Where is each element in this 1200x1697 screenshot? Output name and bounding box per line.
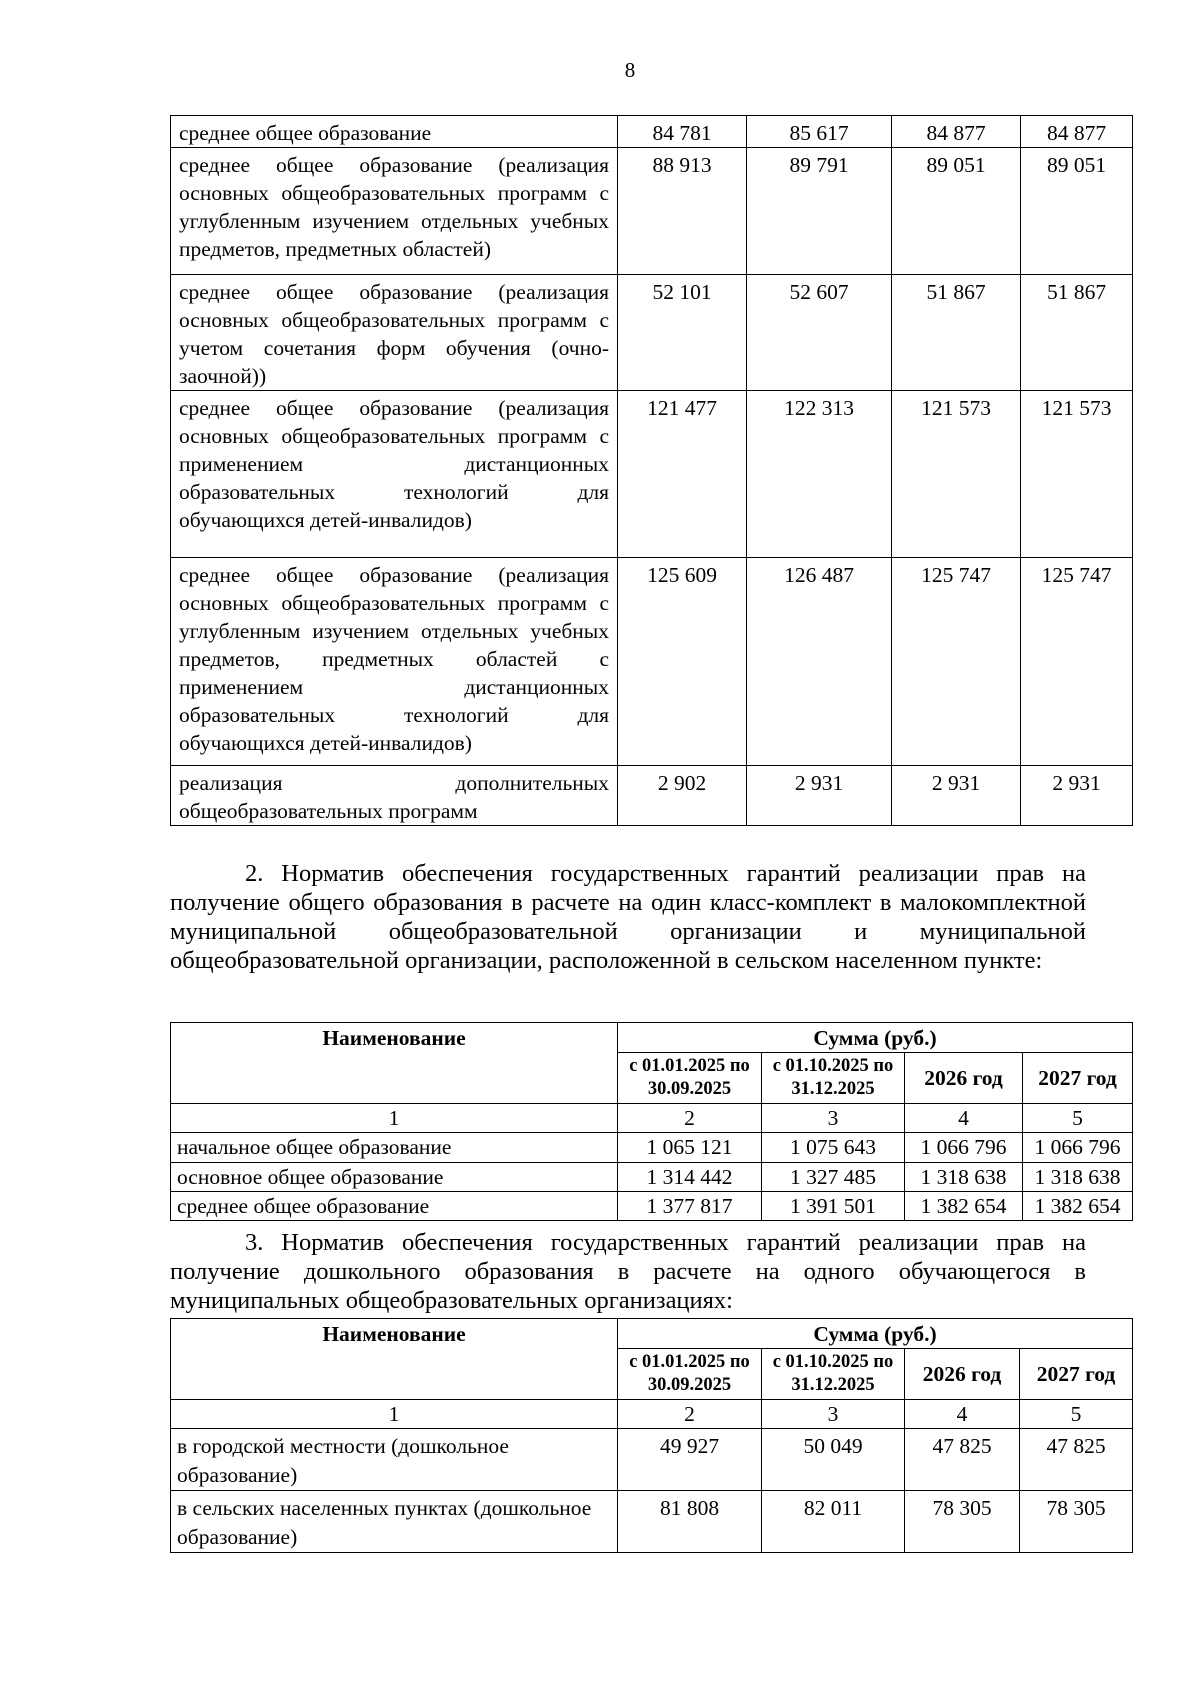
row-value: 1 318 638 <box>1023 1163 1133 1192</box>
header-period-2: с 01.10.2025 по 31.12.2025 <box>762 1349 905 1400</box>
row-value: 1 382 654 <box>905 1192 1023 1221</box>
row-name: среднее общее образование (реализация основных общеобразовательных программ с углубленным изучением отдельных учебных предметов, предметных областей) <box>171 148 618 275</box>
row-value: 1 075 643 <box>762 1133 905 1163</box>
table-row <box>171 148 1133 275</box>
row-value: 78 305 <box>1020 1491 1133 1553</box>
column-index: 2 <box>618 1400 762 1429</box>
row-value: 1 066 796 <box>1023 1133 1133 1163</box>
table-row <box>171 391 1133 558</box>
row-value: 1 065 121 <box>618 1133 762 1163</box>
column-index-row <box>171 1400 1133 1429</box>
row-value: 47 825 <box>905 1429 1020 1491</box>
row-name: основное общее образование <box>171 1163 618 1192</box>
row-value: 88 913 <box>618 148 747 275</box>
row-value: 52 607 <box>747 275 892 391</box>
row-name: среднее общее образование (реализация основных общеобразовательных программ с применением дистанционных образовательных технологий для обучающихся детей-инвалидов) <box>171 391 618 558</box>
row-value: 78 305 <box>905 1491 1020 1553</box>
row-name: в сельских населенных пунктах (дошкольное образование) <box>171 1491 618 1553</box>
table-row <box>171 766 1133 826</box>
section-2-text: 2. Норматив обеспечения государственных гарантий реализации прав на получение общего образования в расчете на один класс-комплект в малокомплектной муниципальной общеобразовательной организации и муниципальной общеобразовательной организации, расположенной в сельском населенном пункте: <box>170 860 1086 974</box>
header-year-1: 2026 год <box>905 1053 1023 1104</box>
header-period-1: с 01.01.2025 по 30.09.2025 <box>618 1053 762 1104</box>
row-value: 89 791 <box>747 148 892 275</box>
table-row <box>171 1491 1133 1553</box>
row-value: 2 931 <box>1021 766 1133 826</box>
class-set-norm-table <box>170 1022 1133 1221</box>
row-value: 52 101 <box>618 275 747 391</box>
column-index: 4 <box>905 1104 1023 1133</box>
section-3-paragraph <box>170 1228 1086 1315</box>
row-value: 121 573 <box>1021 391 1133 558</box>
row-name: начальное общее образование <box>171 1133 618 1163</box>
section-3-text: 3. Норматив обеспечения государственных гарантий реализации прав на получение дошкольного образования в расчете на одного обучающегося в муниципальных общеобразовательных организациях: <box>170 1229 1086 1314</box>
row-name: среднее общее образование <box>171 1192 618 1221</box>
table-row <box>171 1133 1133 1163</box>
row-value: 82 011 <box>762 1491 905 1553</box>
header-sum: Сумма (руб.) <box>618 1023 1133 1053</box>
header-year-1: 2026 год <box>905 1349 1020 1400</box>
row-value: 1 314 442 <box>618 1163 762 1192</box>
table-row <box>171 116 1133 148</box>
row-name: среднее общее образование (реализация основных общеобразовательных программ с углубленным изучением отдельных учебных предметов, предметных областей с применением дистанционных образовательных технологий для обучающихся детей-инвалидов) <box>171 558 618 766</box>
row-value: 1 318 638 <box>905 1163 1023 1192</box>
row-value: 51 867 <box>1021 275 1133 391</box>
row-value: 1 066 796 <box>905 1133 1023 1163</box>
column-index: 4 <box>905 1400 1020 1429</box>
column-index: 3 <box>762 1400 905 1429</box>
row-value: 49 927 <box>618 1429 762 1491</box>
page-number: 8 <box>624 58 636 82</box>
table-row <box>171 1429 1133 1491</box>
row-value: 47 825 <box>1020 1429 1133 1491</box>
column-index-row <box>171 1104 1133 1133</box>
row-value: 2 931 <box>892 766 1021 826</box>
row-value: 89 051 <box>1021 148 1133 275</box>
row-value: 2 902 <box>618 766 747 826</box>
header-year-2: 2027 год <box>1023 1053 1133 1104</box>
row-name: среднее общее образование (реализация основных общеобразовательных программ с учетом сочетания форм обучения (очно-заочной)) <box>171 275 618 391</box>
header-year-2: 2027 год <box>1020 1349 1133 1400</box>
row-value: 1 391 501 <box>762 1192 905 1221</box>
header-period-1: с 01.01.2025 по 30.09.2025 <box>618 1349 762 1400</box>
row-value: 89 051 <box>892 148 1021 275</box>
column-index: 5 <box>1023 1104 1133 1133</box>
row-value: 125 609 <box>618 558 747 766</box>
row-value: 125 747 <box>1021 558 1133 766</box>
preschool-norm-table <box>170 1318 1133 1553</box>
row-value: 85 617 <box>747 116 892 148</box>
row-value: 51 867 <box>892 275 1021 391</box>
column-index: 1 <box>171 1400 618 1429</box>
column-index: 5 <box>1020 1400 1133 1429</box>
row-value: 2 931 <box>747 766 892 826</box>
row-name: среднее общее образование <box>171 116 618 148</box>
table-row <box>171 558 1133 766</box>
row-value: 126 487 <box>747 558 892 766</box>
row-value: 1 377 817 <box>618 1192 762 1221</box>
header-name: Наименование <box>171 1023 618 1104</box>
row-value: 1 327 485 <box>762 1163 905 1192</box>
row-value: 121 477 <box>618 391 747 558</box>
row-value: 84 877 <box>892 116 1021 148</box>
row-value: 50 049 <box>762 1429 905 1491</box>
row-value: 81 808 <box>618 1491 762 1553</box>
row-value: 1 382 654 <box>1023 1192 1133 1221</box>
row-name: реализация дополнительных общеобразовательных программ <box>171 766 618 826</box>
row-name: в городской местности (дошкольное образование) <box>171 1429 618 1491</box>
header-name: Наименование <box>171 1319 618 1400</box>
row-value: 122 313 <box>747 391 892 558</box>
row-value: 84 877 <box>1021 116 1133 148</box>
row-value: 125 747 <box>892 558 1021 766</box>
funding-table-continuation <box>170 115 1133 826</box>
header-period-2: с 01.10.2025 по 31.12.2025 <box>762 1053 905 1104</box>
table-row <box>171 275 1133 391</box>
header-sum: Сумма (руб.) <box>618 1319 1133 1349</box>
column-index: 1 <box>171 1104 618 1133</box>
column-index: 2 <box>618 1104 762 1133</box>
section-2-paragraph <box>170 859 1086 975</box>
table-row <box>171 1192 1133 1221</box>
column-index: 3 <box>762 1104 905 1133</box>
row-value: 84 781 <box>618 116 747 148</box>
row-value: 121 573 <box>892 391 1021 558</box>
table-row <box>171 1163 1133 1192</box>
